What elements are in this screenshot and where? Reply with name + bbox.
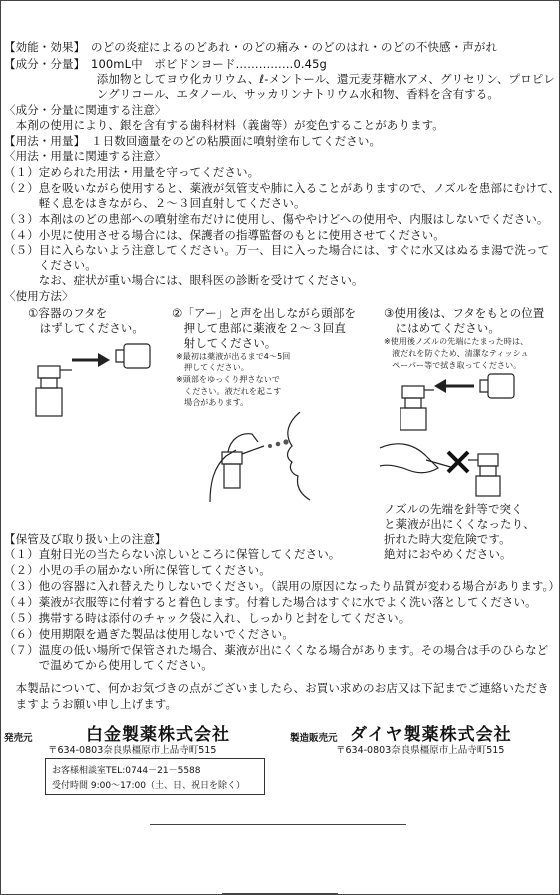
dosage-caution-1: （１）定められた用法・用量を守ってください。 xyxy=(4,165,260,179)
step2-note-5: 場合があります。 xyxy=(176,398,249,407)
dosage-caution-3: （３）本剤はのどの患部への噴射塗布だけに使用し、傷ややけどへの使用や、内服はしないでください。 xyxy=(4,212,549,226)
consultation-tel: お客様相談室TEL:0744－21－5588 xyxy=(52,766,201,776)
step2-line-2: 押して患部に薬液を２～３回直 xyxy=(172,321,346,335)
storage-note-6: （６）使用期限を過ぎた製品は使用しないでください。 xyxy=(4,627,294,641)
storage-note-7a: （７）温度の低い場所で保管された場合、薬液が出にくくなる場合があります。その場合は手のひらなど xyxy=(4,643,549,657)
top-edge-mark xyxy=(222,0,338,1)
maker-label: 製造販売元 xyxy=(290,733,338,744)
consultation-hours: 受付時間 9:00～17:00（土、日、祝日を除く） xyxy=(52,781,246,791)
step1-line-2: はずしてください。 xyxy=(28,321,144,335)
step2-note-4: ください。液だれを起こす xyxy=(176,387,282,396)
storage-note-2: （２）小児の手の届かない所に保管してください。 xyxy=(4,563,271,577)
needle-warning-3: 折れた時大変危険です。 xyxy=(384,532,511,546)
spray-use-illustration xyxy=(200,412,330,502)
storage-note-7b: で温めてから使用してください。 xyxy=(4,658,213,672)
storage-note-3: （３）他の容器に入れ替えたりしないでください。（誤用の原因になったり品質が変わる場合があります。） xyxy=(4,579,560,593)
ingredient-caution-heading: 〈成分・分量に関連する注意〉 xyxy=(4,103,167,117)
arrow-icon xyxy=(72,353,110,367)
contact-line-2: ますようお願い申し上げます。 xyxy=(4,697,178,711)
step2-note-2: 押してください。 xyxy=(176,363,249,372)
step3-note-2: 液だれを防ぐため、清潔なティッシュ xyxy=(384,349,529,358)
needle-warning-1: ノズルの先端を針等で突く xyxy=(384,502,523,516)
seller-label: 発売元 xyxy=(4,733,33,744)
step1-line-1: ①容器のフタを xyxy=(28,306,108,320)
dosage-caution-heading: 〈用法・用量に関連する注意〉 xyxy=(4,149,167,163)
storage-note-1: （１）直射日光の当たらない涼しいところに保管してください。 xyxy=(4,547,341,561)
dosage-caution-5a: （５）目に入らないよう注意してください。万一、目に入った場合には、すぐに水又はぬるま湯で洗って xyxy=(4,243,550,257)
spray-bottle-icon xyxy=(28,336,158,418)
arrow-icon xyxy=(434,379,474,393)
seller-company: 白金製薬株式会社 xyxy=(86,725,230,745)
step2-note-1: ※最初は薬液が出るまで4～5回 xyxy=(176,352,291,361)
storage-heading: 【保管及び取り扱い上の注意】 xyxy=(4,532,167,546)
additive-line-2: ングリコール、エタノール、サッカリンナトリウム水和物、香料を含有する。 xyxy=(4,87,499,101)
bottom-edge-mark xyxy=(222,893,338,894)
ingredient-line: 【成分・分量】 100mL中 ポビドンヨード……………0.45g xyxy=(4,57,327,71)
spray-droplets xyxy=(268,439,289,448)
storage-note-5: （５）携帯する時は添付のチャック袋に入れ、しっかりと封をしてください。 xyxy=(4,611,411,625)
step2-note-3: ※頭部をゆっくり押さないで xyxy=(176,375,280,384)
efficacy-line: 【効能・効果】 のどの炎症によるのどあれ・のどの痛み・のどのはれ・のどの不快感・声がれ xyxy=(4,40,498,54)
maker-company: ダイヤ製薬株式会社 xyxy=(350,725,512,745)
usage-heading: 〈使用方法〉 xyxy=(4,289,74,303)
needle-warning-4: 絶対におやめください。 xyxy=(384,547,512,561)
divider xyxy=(150,824,406,825)
step3-line-1: ③使用後は、フタをもとの位置 xyxy=(384,306,545,320)
additive-line-1: 添加物としてヨウ化カリウム、ℓ-メントール、還元麦芽糖水アメ、グリセリン、プロピレ xyxy=(4,72,555,86)
needle-warning-illustration xyxy=(378,434,523,498)
consultation-box xyxy=(45,758,265,795)
dosage-line: 【用法・用量】 １日数回適量をのどの粘膜面に噴射塗布してください。 xyxy=(4,134,382,148)
dosage-caution-4: （４）小児に使用させる場合には、保護者の指導監督のもとに使用させてください。 xyxy=(4,228,445,242)
dosage-caution-5b: ください。 xyxy=(4,258,97,272)
cap-icon xyxy=(400,372,530,432)
step2-line-3: 射してください。 xyxy=(172,336,277,350)
step3-line-2: にはめてください。 xyxy=(384,321,500,335)
step2-line-1: ②「アー」と声を出しながら頭部を xyxy=(172,306,357,320)
maker-address: 〒634-0803奈良県橿原市上品寺町515 xyxy=(336,745,505,756)
seller-address: 〒634-0803奈良県橿原市上品寺町515 xyxy=(48,745,217,756)
dosage-caution-2a: （２）息を吸いながら使用すると、薬液が気管支や肺に入ることがありますので、ノズルを患部にむけて、 xyxy=(4,181,560,195)
dosage-caution-2b: 軽く息をはきながら、２～３回直射してください。 xyxy=(4,196,306,210)
ingredient-caution-text: 本剤の使用により、銀を含有する歯科材料（義歯等）が変色することがあります。 xyxy=(4,118,444,132)
step3-note-1: ※使用後ノズルの先端にたまった時は、 xyxy=(384,337,529,346)
step3-note-3: ペーパー等で拭き取ってください。 xyxy=(384,361,522,370)
storage-note-4: （４）薬液が衣服等に付着すると着色します。付着した場合はすぐに水でよく洗い落としてください。 xyxy=(4,595,537,609)
needle-warning-2: と薬液が出にくくなったり、 xyxy=(384,517,535,531)
contact-line-1: 本製品について、何かお気づきの点がございましたら、お買い求めのお店又は下記までご連絡いただき xyxy=(4,681,549,695)
dosage-caution-5c: なお、症状が重い場合には、眼科医の診断を受けてください。 xyxy=(4,273,364,287)
prohibited-x-icon xyxy=(448,452,468,472)
